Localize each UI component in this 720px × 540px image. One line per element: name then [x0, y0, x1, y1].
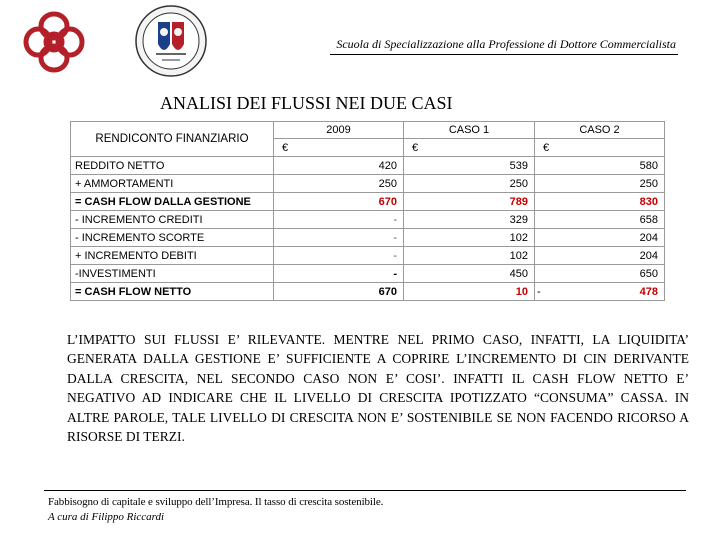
- value-text: 478: [639, 285, 658, 298]
- value-cell: 830: [535, 193, 665, 211]
- value-cell: 10: [404, 283, 535, 301]
- footer-divider: [44, 490, 686, 491]
- value-cell: 420: [274, 157, 404, 175]
- value-cell: 580: [535, 157, 665, 175]
- knot-logo-icon: [18, 6, 90, 78]
- seal-logo-icon: [132, 4, 210, 78]
- table-corner-header: RENDICONTO FINANZIARIO: [71, 122, 274, 157]
- table-row: [71, 175, 665, 193]
- value-cell: 250: [404, 175, 535, 193]
- value-cell: 102: [404, 247, 535, 265]
- value-cell: 658: [535, 211, 665, 229]
- table-row: [71, 247, 665, 265]
- school-name: Scuola di Specializzazione alla Professione di Dottore Commercialista: [336, 37, 676, 51]
- column-header: CASO 1: [404, 122, 535, 139]
- table-row: [71, 229, 665, 247]
- value-cell: 670: [274, 283, 404, 301]
- value-cell: 539: [404, 157, 535, 175]
- cash-flow-table: [70, 121, 665, 301]
- footer-subject: Fabbisogno di capitale e sviluppo dell’Impresa. Il tasso di crescita sostenibile.: [48, 496, 384, 508]
- table-row: [71, 211, 665, 229]
- value-cell: -: [274, 265, 404, 283]
- value-cell: 789: [404, 193, 535, 211]
- page-title: ANALISI DEI FLUSSI NEI DUE CASI: [160, 93, 453, 113]
- value-cell: 450: [404, 265, 535, 283]
- column-header: 2009: [274, 122, 404, 139]
- value-cell: -: [274, 229, 404, 247]
- row-label: - INCREMENTO CREDITI: [71, 211, 274, 229]
- currency-cell: €: [274, 139, 404, 157]
- analysis-paragraph: L’IMPATTO SUI FLUSSI E’ RILEVANTE. MENTRE NEL PRIMO CASO, INFATTI, LA LIQUIDITA’ GENERATA DALLA GESTIONE E’ SUFFICIENTE A COPRIRE L’INCREMENTO DI CIN DERIVANTE DALLA CRESCITA, NEL SECONDO CASO NON E’ COSI’. INFATTI IL CASH FLOW NETTO E’ NEGATIVO AD INDICARE CHE IL LIVELLO DI CRESCITA IPOTIZZATO “CONSUMA” CASSA. IN ALTRE PAROLE, TALE LIVELLO DI CRESCITA NON E’ SOSTENIBILE SE NON FACENDO RICORSO A RISORSE DI TERZI.: [67, 332, 689, 445]
- value-cell: 204: [535, 229, 665, 247]
- row-label: - INCREMENTO SCORTE: [71, 229, 274, 247]
- row-label: + AMMORTAMENTI: [71, 175, 274, 193]
- value-cell: 250: [535, 175, 665, 193]
- negative-sign: -: [537, 285, 541, 298]
- footer-author: A cura di Filippo Riccardi: [48, 511, 165, 523]
- column-header: CASO 2: [535, 122, 665, 139]
- table-row: [71, 193, 665, 211]
- table-row: [71, 265, 665, 283]
- currency-cell: €: [404, 139, 535, 157]
- row-label: REDDITO NETTO: [71, 157, 274, 175]
- value-cell: -: [274, 247, 404, 265]
- row-label: = CASH FLOW NETTO: [71, 283, 274, 301]
- value-cell: 204: [535, 247, 665, 265]
- value-cell: 650: [535, 265, 665, 283]
- table-row: [71, 157, 665, 175]
- value-cell: 102: [404, 229, 535, 247]
- value-cell: 670: [274, 193, 404, 211]
- value-cell: 250: [274, 175, 404, 193]
- value-cell: [535, 283, 665, 301]
- row-label: = CASH FLOW DALLA GESTIONE: [71, 193, 274, 211]
- table-row: [71, 283, 665, 301]
- row-label: -INVESTIMENTI: [71, 265, 274, 283]
- header-divider: [330, 54, 678, 55]
- currency-cell: €: [535, 139, 665, 157]
- row-label: + INCREMENTO DEBITI: [71, 247, 274, 265]
- value-cell: -: [274, 211, 404, 229]
- value-cell: 329: [404, 211, 535, 229]
